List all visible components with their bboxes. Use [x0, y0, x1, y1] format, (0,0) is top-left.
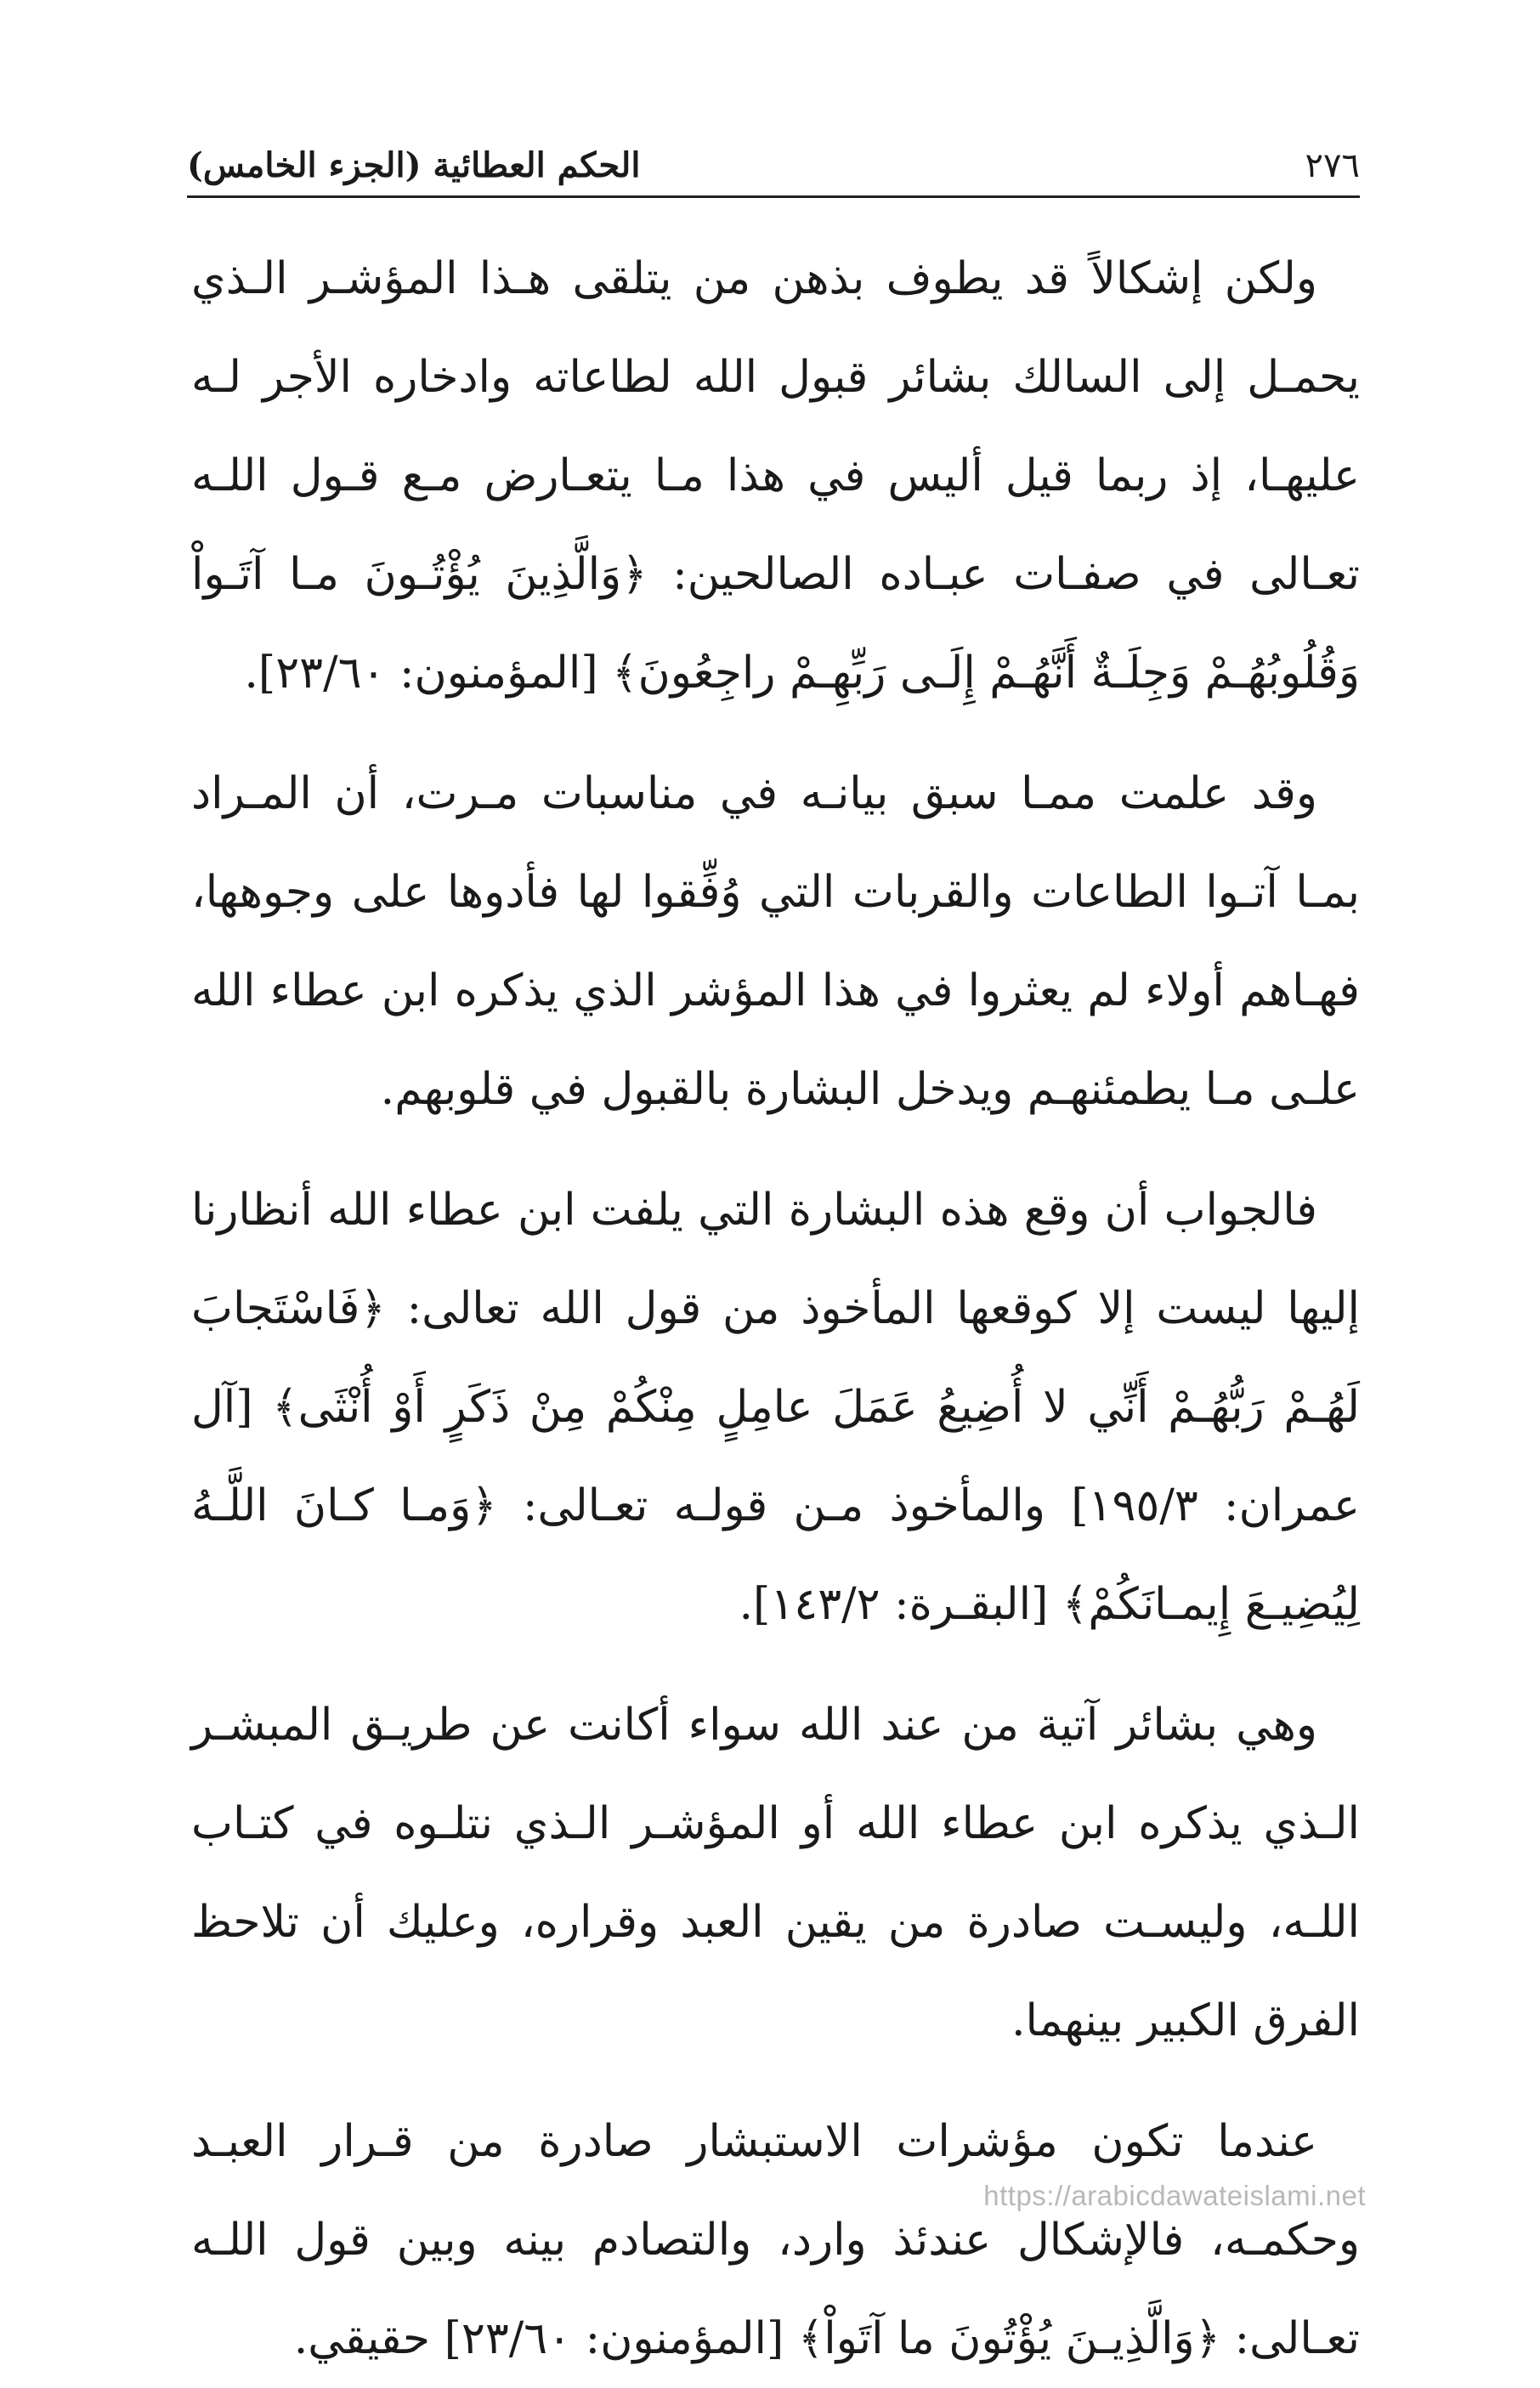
body-text: [191, 229, 1360, 2388]
running-title: الحكم العطائية (الجزء الخامس): [187, 145, 641, 185]
page-number: ٢٧٦: [1305, 146, 1360, 185]
source-watermark: https://arabicdawateislami.net: [983, 2180, 1366, 2211]
paragraph-3: فالجواب أن وقع هذه البشارة التي يلفت ابن عطاء الله أنظارنا إليها ليست إلا كوقعها المأخوذ من قول الله تعالى: ﴿فَاسْتَجابَ لَهُـمْ رَبُّهُـمْ أَنِّي لا أُضِيعُ عَمَلَ عامِلٍ مِنْكُمْ مِنْ ذَكَرٍ أَوْ أُنْثَى﴾ [آل عمران: ١٩٥/٣] والمأخوذ مـن قولـه تعـالى: ﴿وَمـا كـانَ اللَّـهُ لِيُضِيـعَ إِيمـانَكُمْ﴾ [البقـرة: ١٤٣/٢].: [191, 1185, 1360, 1630]
paragraph-4: وهي بشائر آتية من عند الله سواء أكانت عن طريـق المبشـر الـذي يذكره ابن عطاء الله أو المؤشـر الـذي نتلـوه في كتـاب اللـه، وليسـت صادرة من يقين العبد وقراره، وعليك أن تلاحظ الفرق الكبير بينهما.: [191, 1700, 1360, 2046]
paragraph-2: وقد علمت ممـا سبق بيانـه في مناسبات مـرت، أن المـراد بمـا آتـوا الطاعات والقربات التي وُفِّقوا لها فأدوها على وجوهها، فهـاهم أولاء لم يعثروا في هذا المؤشر الذي يذكره ابن عطاء الله علـى مـا يطمئنهـم ويدخل البشارة بالقبول في قلوبهم.: [191, 768, 1361, 1115]
paragraph-5: عندما تكون مؤشرات الاستبشار صادرة من قـرار العبـد وحكمـه، فالإشكال عندئذ وارد، والتصادم بينه وبين قول اللـه تعـالى: ﴿وَالَّذِيـنَ يُؤْتُونَ ما آتَواْ﴾ [المؤمنون: ٢٣/٦٠] حقيقي.: [191, 2116, 1360, 2364]
paragraph-1: ولكن إشكالاً قد يطوف بذهن من يتلقى هـذا المؤشـر الـذي يحمـل إلى السالك بشائر قبول الله لطاعاته وادخاره الأجر لـه عليهـا، إذ ربما قيل أليس في هذا مـا يتعـارض مـع قـول اللـه تعـالى في صفـات عبـاده الصالحين: ﴿وَالَّذِينَ يُؤْتُـونَ مـا آتَـواْ وَقُلُوبُهُـمْ وَجِلَـةٌ أَنَّهُـمْ إِلَـى رَبِّهِـمْ راجِعُونَ﴾ [المؤمنون: ٢٣/٦٠].: [191, 253, 1360, 699]
page-header: [187, 136, 1360, 198]
